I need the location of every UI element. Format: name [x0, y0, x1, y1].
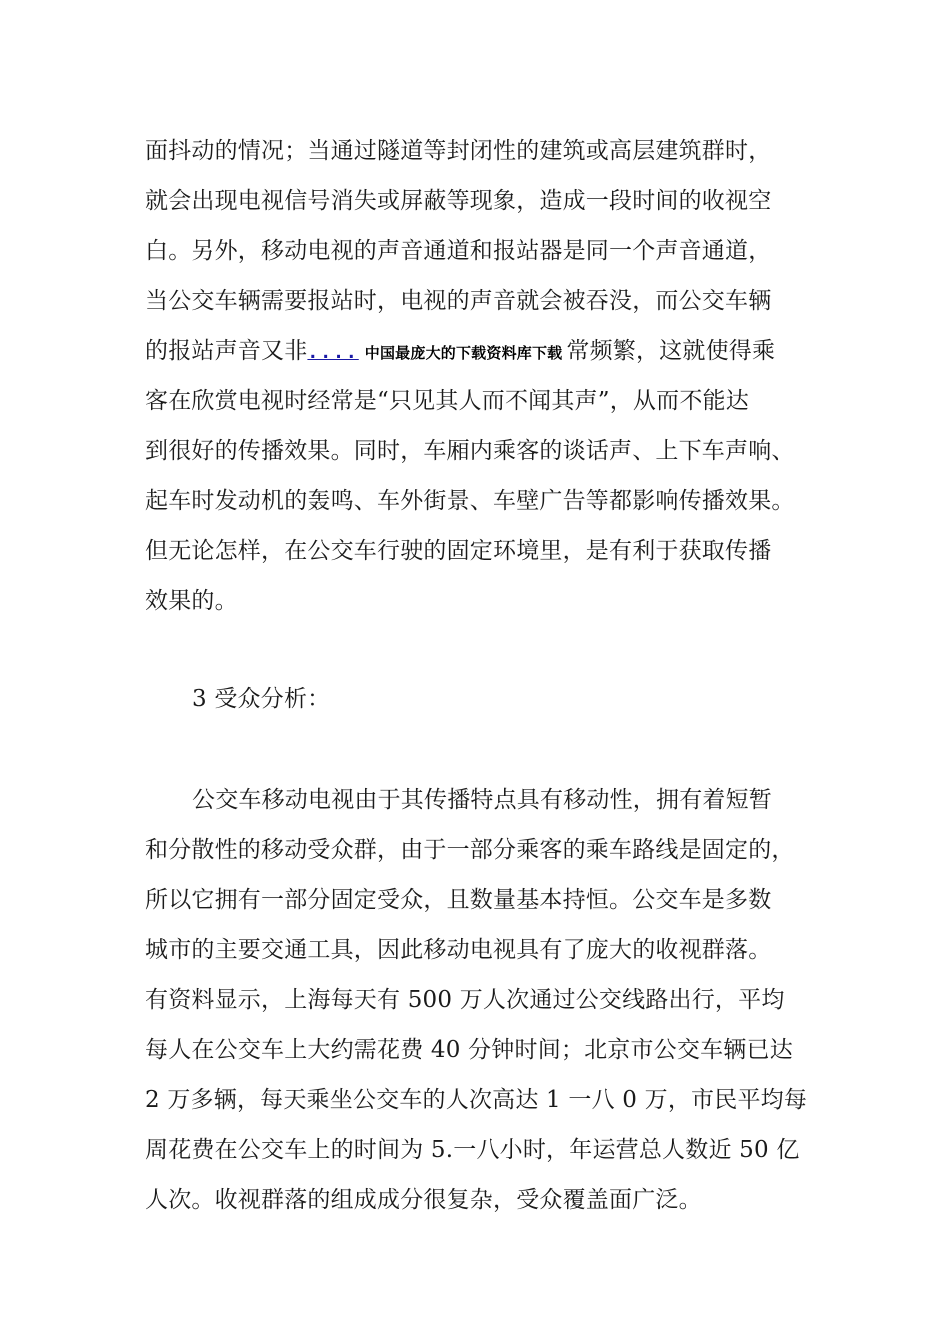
ellipsis-link[interactable]: .... — [307, 342, 359, 363]
text-line: 城市的主要交通工具，因此移动电视具有了庞大的收视群落。 — [145, 937, 772, 963]
text-line: 每人在公交车上大约需花费 40 分钟时间；北京市公交车辆已达 — [145, 1037, 793, 1063]
section-heading-text: 3 受众分析： — [192, 686, 331, 712]
text-line: 当公交车辆需要报站时，电视的声音就会被吞没，而公交车辆 — [145, 288, 772, 314]
text-line: 有资料显示，上海每天有 500 万人次通过公交线路出行，平均 — [145, 987, 785, 1013]
text-line: 就会出现电视信号消失或屏蔽等现象，造成一段时间的收视空 — [145, 188, 772, 214]
paragraph-transmission-effects — [145, 126, 835, 626]
text-line: 周花费在公交车上的时间为 5.一八小时，年运营总人数近 50 亿 — [145, 1137, 800, 1163]
text-line: 但无论怎样，在公交车行驶的固定环境里，是有利于获取传播 — [145, 538, 772, 564]
text-line-with-link — [145, 326, 835, 376]
text-line: 人次。收视群落的组成成分很复杂，受众覆盖面广泛。 — [145, 1187, 702, 1213]
section-heading — [145, 674, 835, 724]
text-line: 效果的。 — [145, 588, 238, 614]
text-line: 白。另外，移动电视的声音通道和报站器是同一个声音通道， — [145, 238, 772, 264]
download-ad-text: 中国最庞大的下载资料库下载 — [364, 344, 563, 362]
text-line: 所以它拥有一部分固定受众，且数量基本持恒。公交车是多数 — [145, 887, 772, 913]
text-line: 和分散性的移动受众群，由于一部分乘客的乘车路线是固定的， — [145, 837, 795, 863]
text-line: 面抖动的情况；当通过隧道等封闭性的建筑或高层建筑群时， — [145, 138, 772, 164]
text-segment: 常频繁，这就使得乘 — [566, 338, 776, 364]
text-line: 到很好的传播效果。同时，车厢内乘客的谈话声、上下车声响、 — [145, 438, 795, 464]
text-line: 公交车移动电视由于其传播特点具有移动性，拥有着短暂 — [192, 787, 772, 813]
paragraph-audience-analysis — [145, 775, 835, 1225]
text-line: 起车时发动机的轰鸣、车外街景、车壁广告等都影响传播效果。 — [145, 488, 795, 514]
text-line: 客在欣赏电视时经常是“只见其人而不闻其声”，从而不能达 — [145, 388, 749, 414]
text-line: 2 万多辆，每天乘坐公交车的人次高达 1 一八 0 万，市民平均每 — [145, 1087, 808, 1113]
text-segment: 的报站声音又非 — [145, 338, 308, 364]
